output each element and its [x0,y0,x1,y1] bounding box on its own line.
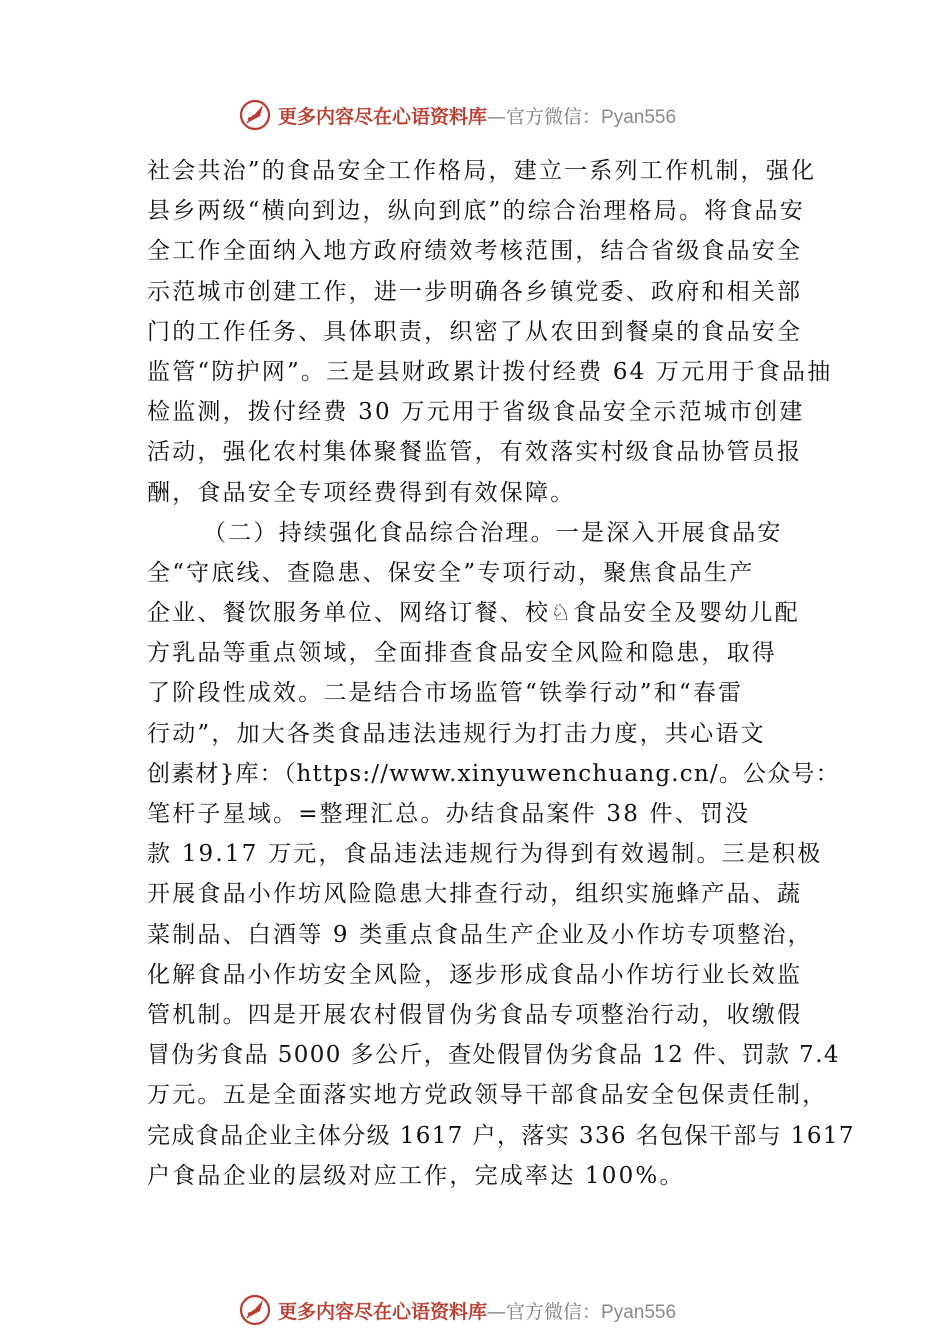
body-line: 县乡两级“横向到边，纵向到底”的综合治理格局。将食品安 [147,198,805,225]
body-line: 完成食品企业主体分级 1617 户，落实 336 名包保干部与 1617 [147,1122,855,1149]
body-line: 门的工作任务、具体职责，织密了从农田到餐桌的食品安全 [147,318,803,345]
header-separator: — [487,105,507,128]
body-line: 全“守底线、查隐患、保安全”专项行动，聚焦食品生产 [147,559,755,586]
body-line: 户食品企业的层级对应工作，完成率达 100%。 [147,1162,685,1189]
body-line: 创素材}库：（https://www.xinyuwenchuang.cn/。公众号： [147,760,840,787]
footer-banner [238,1290,738,1330]
body-line: 检监测，拨付经费 30 万元用于省级食品安全示范城市创建 [147,399,805,426]
body-line: 冒伪劣食品 5000 多公斤，查处假冒伪劣食品 12 件、罚款 7.4 [147,1042,840,1069]
document-body [147,151,855,1196]
footer-separator: — [487,1300,507,1323]
body-line: 管机制。四是开展农村假冒伪劣食品专项整治行动，收缴假 [147,1001,803,1028]
footer-wechat-id: Pyan556 [601,1301,677,1323]
body-line: 全工作全面纳入地方政府绩效考核范围，结合省级食品安全 [147,238,803,265]
feather-pen-icon [238,1293,272,1327]
feather-pen-icon [238,98,272,132]
header-banner [238,95,738,135]
body-line: 菜制品、白酒等 9 类重点食品生产企业及小作坊专项整治， [147,921,813,948]
body-line: 企业、餐饮服务单位、网络订餐、校♘食品安全及婴幼儿配 [147,600,800,627]
body-line: 酬，食品安全专项经费得到有效保障。 [147,479,576,506]
footer-wechat-label: 官方微信： [506,1300,602,1323]
body-line: 监管“防护网”。三是县财政累计拨付经费 64 万元用于食品抽 [147,358,833,385]
header-wechat-label: 官方微信： [506,105,602,128]
body-line: 方乳品等重点领域，全面排查食品安全风险和隐患，取得 [147,640,777,667]
body-line: 活动，强化农村集体聚餐监管，有效落实村级食品协管员报 [147,439,803,466]
header-wechat-id: Pyan556 [601,106,677,128]
body-line: 万元。五是全面落实地方党政领导干部食品安全包保责任制， [147,1082,828,1109]
body-line: 笔杆子星域。=整理汇总。办结食品案件 38 件、罚没 [147,801,751,827]
body-line: 款 19.17 万元，食品违法违规行为得到有效遏制。三是积极 [147,841,823,868]
section-heading-line: （二）持续强化食品综合治理。一是深入开展食品安 [203,519,783,546]
body-line: 开展食品小作坊风险隐患大排查行动，组织实施蜂产品、蔬 [147,881,803,908]
body-line: 社会共治”的食品安全工作格局，建立一系列工作机制，强化 [147,158,817,184]
body-line: 化解食品小作坊安全风险，逐步形成食品小作坊行业长效监 [147,961,803,988]
footer-brand: 更多内容尽在心语资料库 [278,1300,488,1323]
body-line: 行动”，加大各类食品违法违规行为打击力度，共心语文 [147,720,766,747]
body-line: 了阶段性成效。二是结合市场监管“铁拳行动”和“春雷 [147,680,744,707]
body-line: 示范城市创建工作，进一步明确各乡镇党委、政府和相关部 [147,278,803,305]
header-brand: 更多内容尽在心语资料库 [278,105,488,128]
